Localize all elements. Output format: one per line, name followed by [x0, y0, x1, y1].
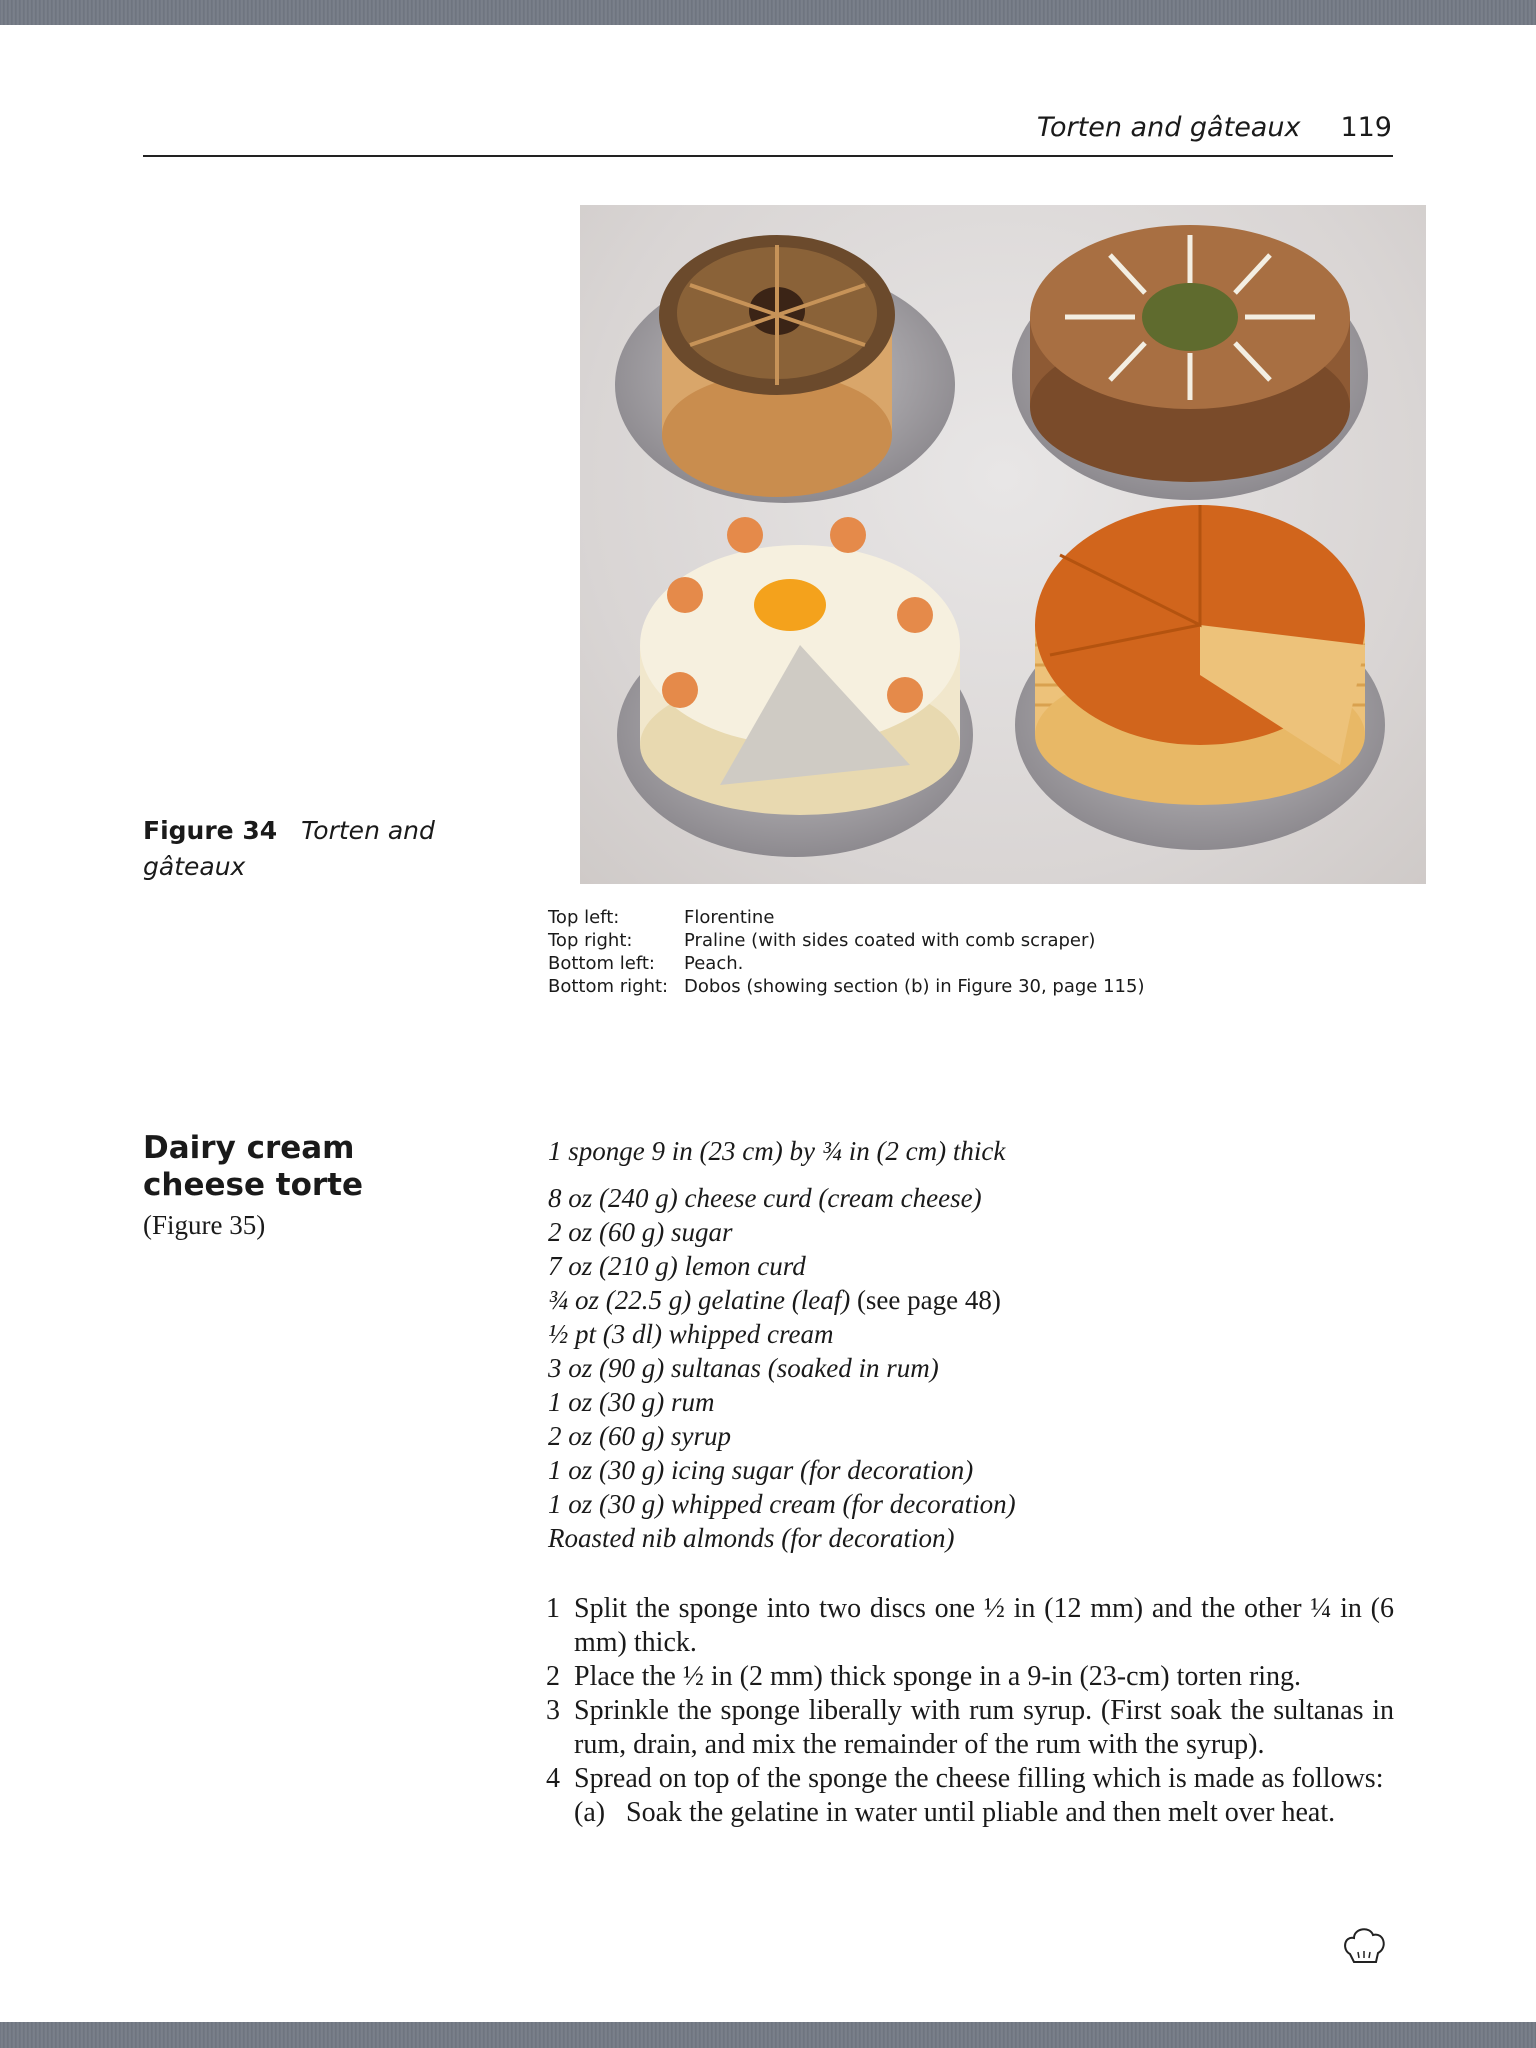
ingredient-item: 1 oz (30 g) whipped cream (for decoration): [548, 1489, 1016, 1519]
viewer-frame-top: [0, 0, 1536, 25]
ingredient-text: ¾ oz (22.5 g) gelatine (leaf): [548, 1285, 851, 1315]
ingredient-item: 2 oz (60 g) sugar: [548, 1217, 733, 1247]
peach-cake: [617, 517, 973, 857]
legend-value: Dobos (showing section (b) in Figure 30, page 115): [684, 976, 1145, 997]
header-rule: [143, 155, 1393, 157]
method-steps: [546, 1592, 1394, 1830]
figure-number: Figure 34: [143, 816, 278, 845]
praline-cake: [1012, 225, 1368, 500]
ingredient-item: 1 oz (30 g) icing sugar (for decoration): [548, 1455, 974, 1485]
figure-title: Torten and: [301, 816, 435, 845]
substep-label: (a): [574, 1797, 606, 1828]
ingredient-item: 2 oz (60 g) syrup: [548, 1421, 731, 1451]
step-text: Split the sponge into two discs one ½ in (12 mm) and the other ¼ in (6 mm) thick.: [574, 1593, 1394, 1658]
step-number: 1: [546, 1593, 560, 1624]
ingredient-note: (see page 48): [850, 1285, 1001, 1315]
chef-hat-icon: [1340, 1920, 1390, 1970]
step-text: Place the ½ in (2 mm) thick sponge in a 9-in (23-cm) torten ring.: [574, 1661, 1302, 1692]
ingredient-item: [548, 1283, 1016, 1317]
substep-text: Soak the gelatine in water until pliable and then melt over heat.: [626, 1797, 1336, 1828]
legend-row: [548, 975, 1144, 998]
ingredient-item: Roasted nib almonds (for decoration): [548, 1523, 955, 1553]
legend-row: [548, 952, 1144, 975]
legend-key: Top right:: [548, 930, 633, 951]
running-title: Torten and gâteaux: [1036, 112, 1301, 143]
figure-title-line2: gâteaux: [143, 852, 246, 881]
recipe-figure-ref: (Figure 35): [143, 1210, 266, 1240]
method-step: [546, 1660, 1394, 1694]
step-text: Sprinkle the sponge liberally with rum syrup. (First soak the sultanas in rum, drain, and mix the remainder of the rum with the syrup).: [574, 1695, 1394, 1760]
legend-value: Florentine: [684, 907, 775, 928]
method-step: [546, 1592, 1394, 1660]
step-number: 2: [546, 1661, 560, 1692]
legend-value: Peach.: [684, 953, 744, 974]
legend-key: Bottom left:: [548, 953, 655, 974]
dobos-cake: [1015, 505, 1385, 850]
recipe-title: Dairy cream cheese torte: [143, 1130, 364, 1203]
ingredient-item: 3 oz (90 g) sultanas (soaked in rum): [548, 1353, 939, 1383]
method-step: [546, 1762, 1394, 1796]
viewer-frame-bottom: [0, 2022, 1536, 2048]
figure-legend: [548, 906, 1144, 998]
step-number: 4: [546, 1763, 560, 1794]
page-number: 119: [1340, 112, 1392, 143]
ingredient-list: [548, 1134, 1016, 1555]
ingredient-base: 1 sponge 9 in (23 cm) by ¾ in (2 cm) thick: [548, 1136, 1006, 1166]
method-step: [546, 1694, 1394, 1762]
florentine-cake: [615, 235, 955, 503]
running-head: [1037, 112, 1392, 143]
figure-caption: [143, 813, 473, 885]
legend-key: Bottom right:: [548, 976, 669, 997]
cakes-photo: [580, 205, 1426, 884]
step-text: Spread on top of the sponge the cheese filling which is made as follows:: [574, 1763, 1384, 1794]
legend-row: [548, 929, 1144, 952]
method-substep: [574, 1796, 1394, 1830]
legend-row: [548, 906, 1144, 929]
step-number: 3: [546, 1695, 560, 1726]
cakes-illustration: [580, 205, 1426, 884]
ingredient-item: 8 oz (240 g) cheese curd (cream cheese): [548, 1183, 982, 1213]
ingredient-item: 7 oz (210 g) lemon curd: [548, 1251, 806, 1281]
ingredient-item: 1 oz (30 g) rum: [548, 1387, 715, 1417]
ingredient-item: ½ pt (3 dl) whipped cream: [548, 1319, 834, 1349]
legend-key: Top left:: [548, 907, 620, 928]
legend-value: Praline (with sides coated with comb scraper): [684, 930, 1096, 951]
